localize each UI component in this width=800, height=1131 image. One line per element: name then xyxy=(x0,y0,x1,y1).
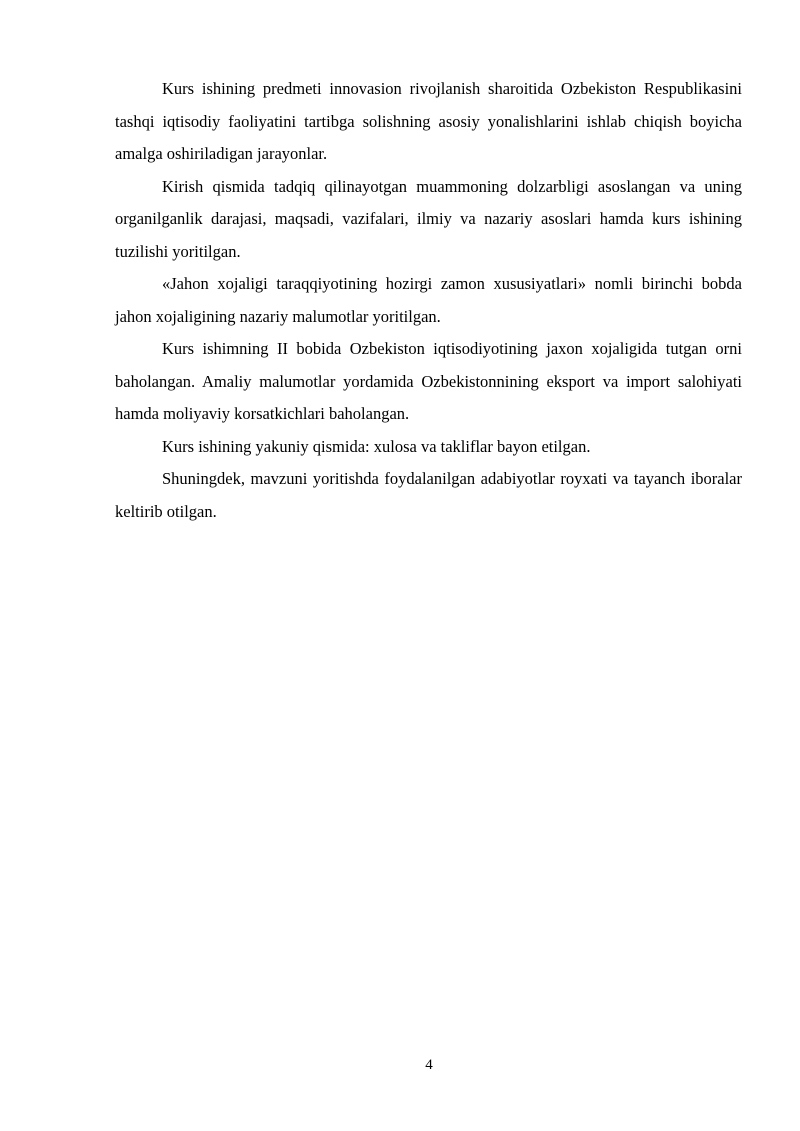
page-number: 4 xyxy=(425,1057,433,1073)
paragraph-chapter-one: «Jahon xojaligi taraqqiyotining hozirgi zamon xususiyatlari» nomli birinchi bobda jahon xojaligining nazariy malumotlar yoritilgan. xyxy=(115,274,742,326)
document-body xyxy=(115,73,742,528)
paragraph-introduction: Kirish qismida tadqiq qilinayotgan muammoning dolzarbligi asoslangan va uning organilganlik darajasi, maqsadi, vazifalari, ilmiy va nazariy asoslari hamda kurs ishining tuzilishi yoritilgan. xyxy=(115,176,742,261)
paragraph-chapter-two: Kurs ishimning II bobida Ozbekiston iqtisodiyotining jaxon xojaligida tutgan orni baholangan. Amaliy malumotlar yordamida Ozbekistonnining eksport va import salohiyati hamda moliyaviy korsatkichlari baholangan. xyxy=(115,339,742,423)
paragraph-conclusion: Kurs ishining yakuniy qismida: xulosa va takliflar bayon etilgan. xyxy=(162,436,591,456)
paragraph-bibliography: Shuningdek, mavzuni yoritishda foydalanilgan adabiyotlar royxati va tayanch iboralar keltirib otilgan. xyxy=(115,469,742,521)
paragraph-subject: Kurs ishining predmeti innovasion rivojlanish sharoitida Ozbekiston Respublikasini tashqi iqtisodiy faoliyatini tartibga solishning asosiy yonalishlarini ishlab chiqish boyicha amalga oshiriladigan jarayonlar. xyxy=(115,79,742,163)
